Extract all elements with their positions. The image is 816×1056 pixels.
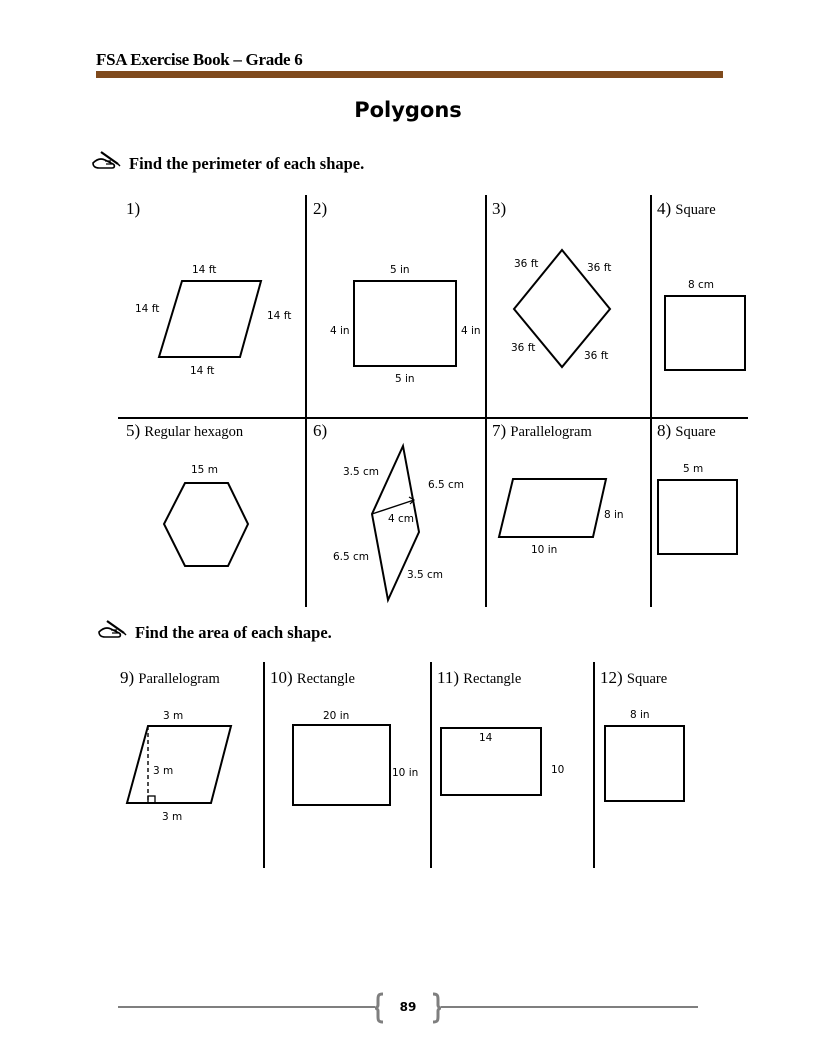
page-title: Polygons: [354, 98, 462, 122]
page-number: 89: [399, 1000, 417, 1014]
side-label: 3.5 cm: [343, 466, 380, 478]
side-label: 10: [551, 764, 565, 776]
side-label: 8 in: [604, 509, 624, 521]
problem-number: 3): [492, 199, 507, 218]
side-label: 14 ft: [135, 303, 160, 315]
side-label: 6.5 cm: [428, 479, 465, 491]
problem-desc: Parallelogram: [138, 671, 220, 687]
problem-number: 4): [657, 199, 672, 218]
problem-desc: Square: [626, 671, 668, 687]
problem-number: 5): [126, 421, 141, 440]
problem-desc: Rectangle: [296, 671, 355, 687]
side-label: 15 m: [191, 464, 218, 476]
side-label: 20 in: [323, 710, 350, 722]
side-label: 36 ft: [514, 258, 539, 270]
side-label: 3.5 cm: [407, 569, 444, 581]
book-title: FSA Exercise Book – Grade 6: [96, 50, 303, 69]
side-label: 10 in: [531, 544, 558, 556]
side-label: 4 in: [330, 325, 350, 337]
problem-desc: Square: [675, 424, 716, 440]
side-label: 14: [479, 732, 493, 744]
side-label: 8 cm: [688, 279, 715, 291]
height-label: 4 cm: [388, 513, 415, 525]
footer-rule: [441, 1006, 698, 1008]
problem-number: 2): [313, 199, 328, 218]
side-label: 10 in: [392, 767, 419, 779]
side-label: 36 ft: [584, 350, 609, 362]
side-label: 36 ft: [511, 342, 536, 354]
side-label: 36 ft: [587, 262, 612, 274]
side-label: 14 ft: [267, 310, 292, 322]
side-label: 14 ft: [190, 365, 215, 377]
side-label: 3 m: [162, 811, 183, 823]
problem-number: 10): [270, 668, 293, 687]
problem-number: 8): [657, 421, 672, 440]
problem-number: 6): [313, 421, 328, 440]
side-label: 5 m: [683, 463, 704, 475]
perimeter-instruction: Find the perimeter of each shape.: [129, 154, 365, 173]
problem-number: 11): [437, 668, 460, 687]
problem-desc: Rectangle: [463, 671, 522, 687]
problem-number: 12): [600, 668, 623, 687]
problem-desc: Parallelogram: [510, 424, 592, 440]
problem-number: 9): [120, 668, 135, 687]
side-label: 5 in: [395, 373, 415, 385]
problem-number: 1): [126, 199, 141, 218]
problem-number: 7): [492, 421, 507, 440]
side-label: 6.5 cm: [333, 551, 370, 563]
side-label: 3 m: [163, 710, 184, 722]
problem-desc: Square: [675, 202, 716, 218]
side-label: 8 in: [630, 709, 650, 721]
footer-rule: [118, 1006, 375, 1008]
height-label: 3 m: [153, 765, 174, 777]
side-label: 14 ft: [192, 264, 217, 276]
side-label: 5 in: [390, 264, 410, 276]
side-label: 4 in: [461, 325, 481, 337]
area-instruction: Find the area of each shape.: [135, 623, 332, 642]
problem-desc: Regular hexagon: [144, 424, 244, 440]
